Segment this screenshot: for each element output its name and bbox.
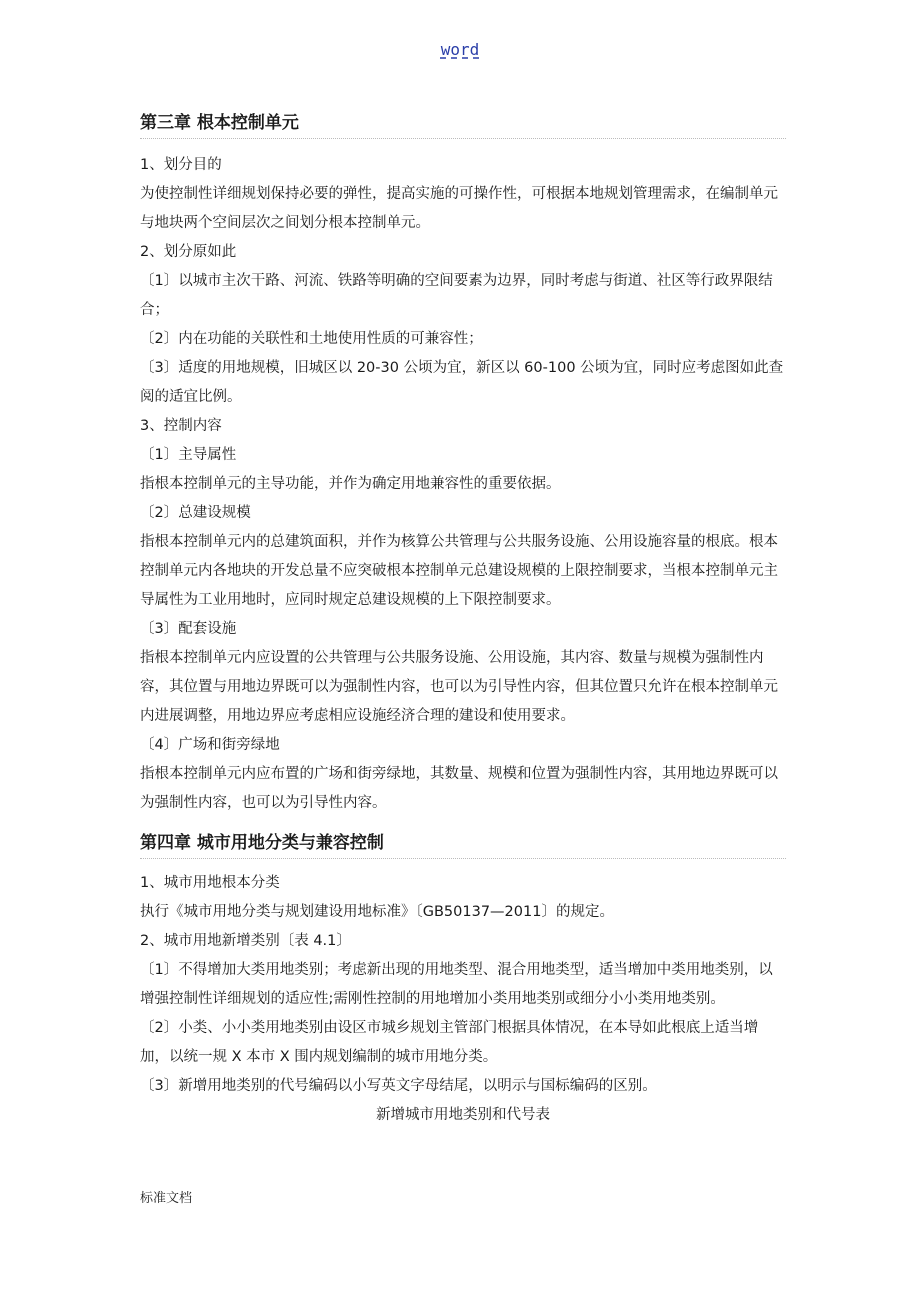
paragraph: 〔1〕以城市主次干路、河流、铁路等明确的空间要素为边界，同时考虑与街道、社区等行政界限结合； <box>140 273 773 318</box>
paragraph: 〔1〕主导属性 <box>140 447 237 463</box>
paragraph: 〔2〕内在功能的关联性和土地使用性质的可兼容性； <box>140 331 483 347</box>
paragraph: 3、控制内容 <box>140 418 222 434</box>
page-header <box>0 40 920 59</box>
paragraph: 指根本控制单元内应设置的公共管理与公共服务设施、公用设施，其内容、数量与规模为强制性内容，其位置与用地边界既可以为强制性内容，也可以为引导性内容，但其位置只允许在根本控制单元内进展调整，用地边界应考虑相应设施经济合理的建设和使用要求。 <box>140 650 778 724</box>
table-caption: 新增城市用地类别和代号表 <box>376 1107 550 1123</box>
paragraph: 〔4〕广场和街旁绿地 <box>140 737 280 753</box>
page-footer: 标准文档 <box>140 1191 193 1206</box>
paragraph: 为使控制性详细规划保持必要的弹性，提高实施的可操作性，可根据本地规划管理需求，在编制单元与地块两个空间层次之间划分根本控制单元。 <box>140 186 778 231</box>
chapter-4-body <box>140 869 786 1101</box>
paragraph: 〔1〕不得增加大类用地类别；考虑新出现的用地类型、混合用地类型，适当增加中类用地类别，以增强控制性详细规划的适应性;需刚性控制的用地增加小类用地类别或细分小小类用地类别。 <box>140 962 773 1007</box>
chapter-3-body <box>140 151 786 818</box>
header-link[interactable]: word <box>440 40 480 59</box>
paragraph: 2、划分原如此 <box>140 244 237 260</box>
paragraph: 指根本控制单元内的总建筑面积，并作为核算公共管理与公共服务设施、公用设施容量的根底。根本控制单元内各地块的开发总量不应突破根本控制单元总建设规模的上限控制要求，当根本控制单元主导属性为工业用地时，应同时规定总建设规模的上下限控制要求。 <box>140 534 778 608</box>
paragraph: 2、城市用地新增类别〔表 4.1〕 <box>140 933 351 949</box>
document-body <box>140 110 786 1130</box>
paragraph: 指根本控制单元的主导功能，并作为确定用地兼容性的重要依据。 <box>140 476 561 492</box>
paragraph: 执行《城市用地分类与规划建设用地标准》〔GB50137—2011〕的规定。 <box>140 904 614 920</box>
paragraph: 1、城市用地根本分类 <box>140 875 280 891</box>
paragraph: 〔2〕总建设规模 <box>140 505 251 521</box>
paragraph: 1、划分目的 <box>140 157 222 173</box>
paragraph: 〔3〕配套设施 <box>140 621 237 637</box>
paragraph: 指根本控制单元内应布置的广场和街旁绿地，其数量、规模和位置为强制性内容，其用地边界既可以为强制性内容，也可以为引导性内容。 <box>140 766 778 811</box>
chapter-3-title: 第三章 根本控制单元 <box>140 110 786 139</box>
paragraph: 〔3〕新增用地类别的代号编码以小写英文字母结尾，以明示与国标编码的区别。 <box>140 1078 657 1094</box>
chapter-4-title: 第四章 城市用地分类与兼容控制 <box>140 830 786 859</box>
paragraph: 〔3〕适度的用地规模，旧城区以 20-30 公顷为宜，新区以 60-100 公顷为宜，同时应考虑图如此查阅的适宜比例。 <box>140 360 784 405</box>
paragraph: 〔2〕小类、小小类用地类别由设区市城乡规划主管部门根据具体情况，在本导如此根底上适当增加，以统一规 X 本市 X 围内规划编制的城市用地分类。 <box>140 1020 759 1065</box>
